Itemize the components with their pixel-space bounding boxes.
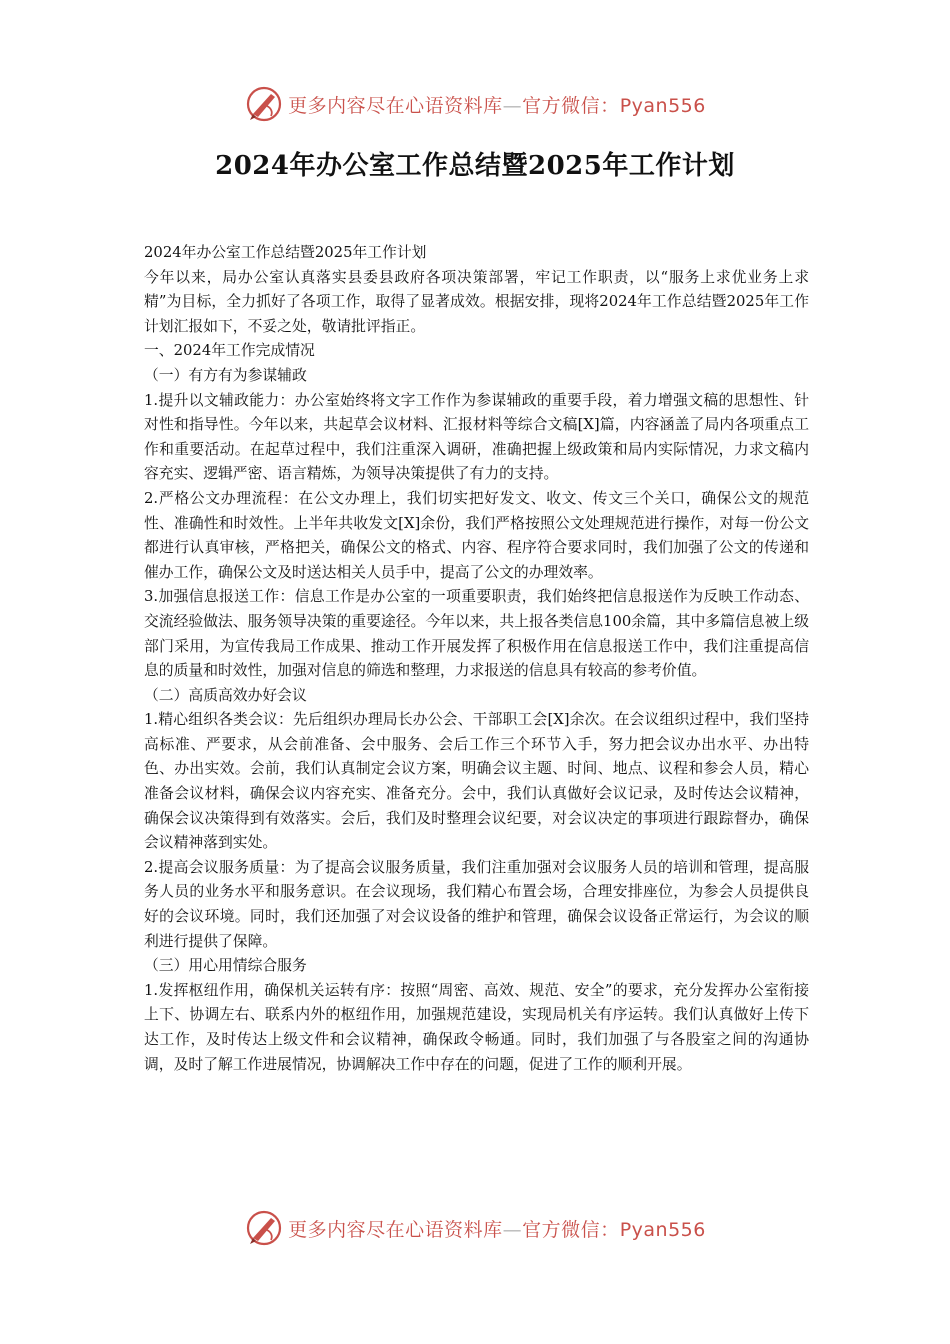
paragraph: 2.严格公文办理流程：在公文办理上，我们切实把好发文、收文、传文三个关口，确保公文的规范性、准确性和时效性。上半年共收发文[X]余份，我们严格按照公文处理规范进行操作，对每一份公文都进行认真审核，严格把关，确保公文的格式、内容、程序符合要求同时，我们加强了公文的传递和催办工作，确保公文及时送达相关人员手中，提高了公文的办理效率。 — [144, 489, 809, 581]
paragraph-intro: 今年以来，局办公室认真落实县委县政府各项决策部署，牢记工作职责，以“服务上求优业务上求精”为目标，全力抓好了各项工作，取得了显著成效。根据安排，现将2024年工作总结暨2025年工作计划汇报如下，不妥之处，敬请批评指正。 — [144, 268, 809, 335]
pen-logo-icon — [244, 84, 284, 124]
pen-logo-icon — [244, 1208, 284, 1248]
paragraph: 1.精心组织各类会议：先后组织办理局长办公会、干部职工会[X]余次。在会议组织过程中，我们坚持高标准、严要求，从会前准备、会中服务、会后工作三个环节入手，努力把会议办出水平、办出特色、办出实效。会前，我们认真制定会议方案，明确会议主题、时间、地点、议程和参会人员，精心准备会议材料，确保会议内容充实、准备充分。会中，我们认真做好会议记录，及时传达会议精神，确保会议决策得到有效落实。会后，我们及时整理会议纪要，对会议决定的事项进行跟踪督办，确保会议精神落到实处。 — [144, 711, 809, 852]
header-banner — [0, 80, 950, 128]
banner-brand: 更多内容尽在心语资料库 — [288, 94, 503, 117]
banner-label: 官方微信： — [522, 94, 620, 117]
document-title: 2024年办公室工作总结暨2025年工作计划 — [215, 151, 735, 181]
banner-label: 官方微信： — [522, 1218, 620, 1241]
subsection-heading: （三）用心用情综合服务 — [144, 957, 307, 975]
subsection-heading: （一）有方有为参谋辅政 — [144, 366, 307, 384]
subsection-heading: （二）高质高效办好会议 — [144, 686, 307, 704]
paragraph: 2.提高会议服务质量：为了提高会议服务质量，我们注重加强对会议服务人员的培训和管理，提高服务人员的业务水平和服务意识。在会议现场，我们精心布置会场，合理安排座位，为参会人员提供良好的会议环境。同时，我们还加强了对会议设备的维护和管理，确保会议设备正常运行，为会议的顺利进行提供了保障。 — [144, 858, 809, 950]
banner-brand: 更多内容尽在心语资料库 — [288, 1218, 503, 1241]
banner-wechat-id: Pyan556 — [619, 1218, 706, 1241]
section-heading: 一、2024年工作完成情况 — [144, 342, 315, 360]
document-body — [144, 241, 809, 1077]
banner-separator: — — [502, 94, 523, 117]
paragraph-subtitle: 2024年办公室工作总结暨2025年工作计划 — [144, 244, 427, 261]
paragraph: 1.发挥枢纽作用，确保机关运转有序：按照“周密、高效、规范、安全”的要求，充分发挥办公室衔接上下、协调左右、联系内外的枢纽作用，加强规范建设，实现局机关有序运转。我们认真做好上传下达工作，及时传达上级文件和会议精神，确保政令畅通。同时，我们加强了与各股室之间的沟通协调，及时了解工作进展情况，协调解决工作中存在的问题，促进了工作的顺利开展。 — [144, 981, 809, 1073]
paragraph: 3.加强信息报送工作：信息工作是办公室的一项重要职责，我们始终把信息报送作为反映工作动态、交流经验做法、服务领导决策的重要途径。今年以来，共上报各类信息100余篇，其中多篇信息被上级部门采用，为宣传我局工作成果、推动工作开展发挥了积极作用在信息报送工作中，我们注重提高信息的质量和时效性，加强对信息的筛选和整理，力求报送的信息具有较高的参考价值。 — [144, 588, 809, 680]
paragraph: 1.提升以文辅政能力：办公室始终将文字工作作为参谋辅政的重要手段，着力增强文稿的思想性、针对性和指导性。今年以来，共起草会议材料、汇报材料等综合文稿[X]篇，内容涵盖了局内各项重点工作和重要活动。在起草过程中，我们注重深入调研，准确把握上级政策和局内实际情况，力求文稿内容充实、逻辑严密、语言精炼，为领导决策提供了有力的支持。 — [144, 391, 809, 483]
banner-text — [288, 1215, 706, 1242]
banner-text — [288, 91, 706, 118]
banner-wechat-id: Pyan556 — [619, 94, 706, 117]
footer-banner — [0, 1204, 950, 1252]
banner-separator: — — [502, 1218, 523, 1241]
